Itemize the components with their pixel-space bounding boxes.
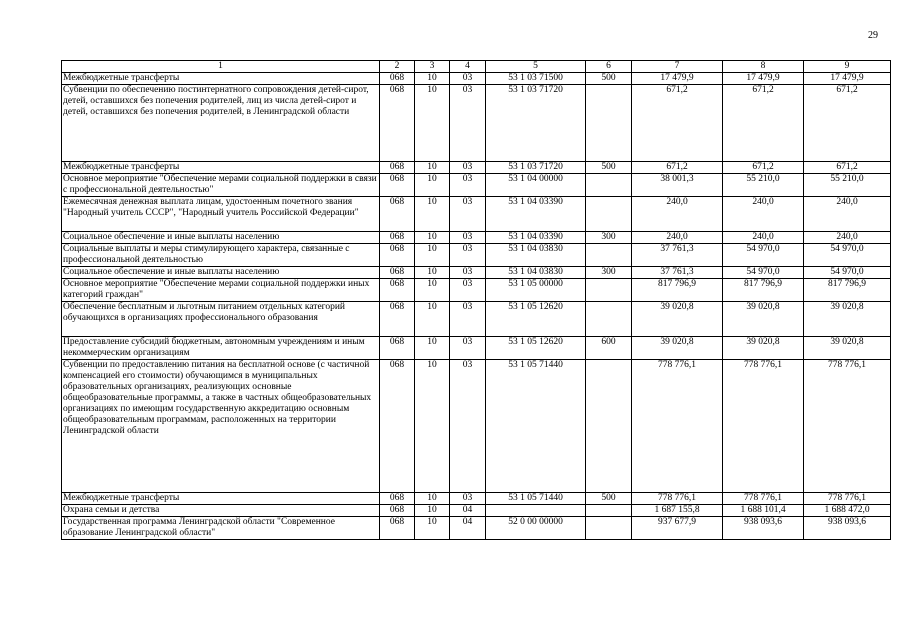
row-code-6 [586, 360, 632, 493]
row-amount-9: 240,0 [804, 197, 891, 232]
row-amount-7: 671,2 [632, 162, 723, 174]
row-code-5 [486, 505, 586, 517]
row-code-5: 53 1 03 71720 [486, 162, 586, 174]
row-amount-7: 39 020,8 [632, 337, 723, 360]
budget-table [61, 60, 891, 540]
table-row [62, 505, 891, 517]
row-amount-9: 39 020,8 [804, 302, 891, 337]
row-code-5: 53 1 05 00000 [486, 279, 586, 302]
row-amount-8: 39 020,8 [723, 337, 804, 360]
table-row [62, 85, 891, 162]
row-amount-8: 778 776,1 [723, 360, 804, 493]
row-code-6 [586, 302, 632, 337]
row-code-3: 10 [415, 244, 450, 267]
row-code-3: 10 [415, 517, 450, 540]
row-amount-8: 240,0 [723, 232, 804, 244]
row-amount-9: 55 210,0 [804, 174, 891, 197]
row-code-6 [586, 174, 632, 197]
row-amount-8: 938 093,6 [723, 517, 804, 540]
column-header-2: 2 [380, 61, 415, 73]
row-code-6 [586, 85, 632, 162]
row-code-4: 03 [450, 302, 486, 337]
row-amount-9: 17 479,9 [804, 73, 891, 85]
row-amount-8: 671,2 [723, 85, 804, 162]
row-amount-7: 37 761,3 [632, 267, 723, 279]
row-amount-9: 778 776,1 [804, 360, 891, 493]
column-header-8: 8 [723, 61, 804, 73]
row-name: Субвенции по предоставлению питания на бесплатной основе (с частичной компенсацией его стоимости) обучающимся в муниципальных образовательных организациях, реализующих основные общеобразовательные программы, а также в частных общеобразовательных организациях по имеющим государственную аккредитацию основным общеобразовательным программам, расположенных на территории Ленинградской области [62, 360, 380, 493]
row-code-2: 068 [380, 197, 415, 232]
row-name: Межбюджетные трансферты [62, 73, 380, 85]
row-code-3: 10 [415, 279, 450, 302]
table-row [62, 267, 891, 279]
table-row [62, 337, 891, 360]
row-code-2: 068 [380, 279, 415, 302]
row-amount-9: 39 020,8 [804, 337, 891, 360]
row-code-5: 53 1 05 71440 [486, 360, 586, 493]
row-code-4: 03 [450, 267, 486, 279]
row-code-5: 53 1 05 71440 [486, 493, 586, 505]
row-code-5: 53 1 04 03830 [486, 244, 586, 267]
row-name: Основное мероприятие "Обеспечение мерами социальной поддержки в связи с профессиональной деятельностью" [62, 174, 380, 197]
row-code-3: 10 [415, 73, 450, 85]
row-amount-9: 671,2 [804, 162, 891, 174]
row-amount-9: 54 970,0 [804, 267, 891, 279]
row-code-3: 10 [415, 197, 450, 232]
row-amount-7: 17 479,9 [632, 73, 723, 85]
row-name: Охрана семьи и детства [62, 505, 380, 517]
row-amount-7: 38 001,3 [632, 174, 723, 197]
row-code-6 [586, 517, 632, 540]
row-name: Обеспечение бесплатным и льготным питанием отдельных категорий обучающихся в организациях профессионального образования [62, 302, 380, 337]
row-code-6 [586, 197, 632, 232]
row-code-2: 068 [380, 73, 415, 85]
row-code-2: 068 [380, 505, 415, 517]
row-code-6: 300 [586, 267, 632, 279]
row-code-3: 10 [415, 174, 450, 197]
table-row [62, 279, 891, 302]
row-code-3: 10 [415, 360, 450, 493]
row-amount-8: 817 796,9 [723, 279, 804, 302]
row-code-4: 03 [450, 162, 486, 174]
row-code-2: 068 [380, 162, 415, 174]
row-code-4: 03 [450, 244, 486, 267]
row-name: Предоставление субсидий бюджетным, автономным учреждениям и иным некоммерческим организациям [62, 337, 380, 360]
row-code-5: 53 1 04 00000 [486, 174, 586, 197]
column-header-6: 6 [586, 61, 632, 73]
column-header-9: 9 [804, 61, 891, 73]
row-code-5: 53 1 04 03830 [486, 267, 586, 279]
row-name: Субвенции по обеспечению постинтернатного сопровождения детей-сирот, детей, оставшихся без попечения родителей, лиц из числа детей-сирот и детей, оставшихся без попечения родителей, в Ленинградской области [62, 85, 380, 162]
row-code-6 [586, 505, 632, 517]
row-amount-8: 39 020,8 [723, 302, 804, 337]
row-code-2: 068 [380, 337, 415, 360]
row-code-2: 068 [380, 302, 415, 337]
row-name: Социальные выплаты и меры стимулирующего характера, связанные с профессиональной деятельностью [62, 244, 380, 267]
row-code-5: 52 0 00 00000 [486, 517, 586, 540]
row-name: Государственная программа Ленинградской области "Современное образование Ленинградской области" [62, 517, 380, 540]
row-amount-7: 39 020,8 [632, 302, 723, 337]
row-amount-7: 240,0 [632, 232, 723, 244]
table-row [62, 197, 891, 232]
row-code-4: 03 [450, 360, 486, 493]
row-code-6: 500 [586, 493, 632, 505]
row-code-5: 53 1 05 12620 [486, 337, 586, 360]
row-name: Социальное обеспечение и иные выплаты населению [62, 232, 380, 244]
row-code-3: 10 [415, 337, 450, 360]
row-code-3: 10 [415, 232, 450, 244]
row-code-2: 068 [380, 244, 415, 267]
row-code-6: 500 [586, 73, 632, 85]
row-amount-8: 54 970,0 [723, 267, 804, 279]
row-amount-9: 938 093,6 [804, 517, 891, 540]
row-code-2: 068 [380, 174, 415, 197]
table-row [62, 360, 891, 493]
row-code-4: 03 [450, 197, 486, 232]
row-code-4: 03 [450, 493, 486, 505]
row-amount-9: 671,2 [804, 85, 891, 162]
row-code-5: 53 1 04 03390 [486, 232, 586, 244]
row-amount-9: 1 688 472,0 [804, 505, 891, 517]
row-code-5: 53 1 04 03390 [486, 197, 586, 232]
column-header-7: 7 [632, 61, 723, 73]
row-code-6 [586, 244, 632, 267]
column-number-row [62, 61, 891, 73]
row-amount-8: 778 776,1 [723, 493, 804, 505]
row-code-3: 10 [415, 505, 450, 517]
row-code-3: 10 [415, 302, 450, 337]
row-amount-8: 17 479,9 [723, 73, 804, 85]
row-code-2: 068 [380, 267, 415, 279]
table-row [62, 244, 891, 267]
row-name: Социальное обеспечение и иные выплаты населению [62, 267, 380, 279]
row-code-6: 600 [586, 337, 632, 360]
table-row [62, 232, 891, 244]
table-row [62, 493, 891, 505]
row-code-2: 068 [380, 517, 415, 540]
table-row [62, 73, 891, 85]
row-amount-7: 37 761,3 [632, 244, 723, 267]
row-amount-7: 778 776,1 [632, 493, 723, 505]
row-name: Межбюджетные трансферты [62, 493, 380, 505]
row-amount-8: 671,2 [723, 162, 804, 174]
table-row [62, 302, 891, 337]
row-amount-7: 671,2 [632, 85, 723, 162]
column-header-4: 4 [450, 61, 486, 73]
row-code-5: 53 1 05 12620 [486, 302, 586, 337]
row-amount-7: 937 677,9 [632, 517, 723, 540]
row-name: Ежемесячная денежная выплата лицам, удостоенным почетного звания "Народный учитель СССР", "Народный учитель Российской Федерации" [62, 197, 380, 232]
row-amount-9: 240,0 [804, 232, 891, 244]
row-code-5: 53 1 03 71720 [486, 85, 586, 162]
row-amount-8: 55 210,0 [723, 174, 804, 197]
table-row [62, 517, 891, 540]
table-row [62, 174, 891, 197]
row-name: Межбюджетные трансферты [62, 162, 380, 174]
row-code-4: 03 [450, 73, 486, 85]
row-code-2: 068 [380, 85, 415, 162]
row-amount-7: 1 687 155,8 [632, 505, 723, 517]
row-amount-8: 240,0 [723, 197, 804, 232]
row-amount-9: 778 776,1 [804, 493, 891, 505]
row-code-3: 10 [415, 493, 450, 505]
row-code-4: 03 [450, 279, 486, 302]
row-code-3: 10 [415, 162, 450, 174]
row-code-4: 04 [450, 505, 486, 517]
row-code-4: 03 [450, 337, 486, 360]
row-code-6: 500 [586, 162, 632, 174]
row-code-4: 03 [450, 85, 486, 162]
row-amount-8: 54 970,0 [723, 244, 804, 267]
row-code-6 [586, 279, 632, 302]
table-row [62, 162, 891, 174]
row-code-6: 300 [586, 232, 632, 244]
row-code-2: 068 [380, 360, 415, 493]
row-code-5: 53 1 03 71500 [486, 73, 586, 85]
row-amount-7: 240,0 [632, 197, 723, 232]
row-code-3: 10 [415, 267, 450, 279]
column-header-1: 1 [62, 61, 380, 73]
row-amount-8: 1 688 101,4 [723, 505, 804, 517]
column-header-3: 3 [415, 61, 450, 73]
row-code-2: 068 [380, 232, 415, 244]
row-code-3: 10 [415, 85, 450, 162]
page-number: 29 [868, 30, 878, 41]
row-code-4: 03 [450, 174, 486, 197]
row-amount-9: 817 796,9 [804, 279, 891, 302]
column-header-5: 5 [486, 61, 586, 73]
row-amount-7: 817 796,9 [632, 279, 723, 302]
row-amount-7: 778 776,1 [632, 360, 723, 493]
row-code-4: 04 [450, 517, 486, 540]
row-code-4: 03 [450, 232, 486, 244]
row-name: Основное мероприятие "Обеспечение мерами социальной поддержки иных категорий граждан" [62, 279, 380, 302]
row-code-2: 068 [380, 493, 415, 505]
row-amount-9: 54 970,0 [804, 244, 891, 267]
